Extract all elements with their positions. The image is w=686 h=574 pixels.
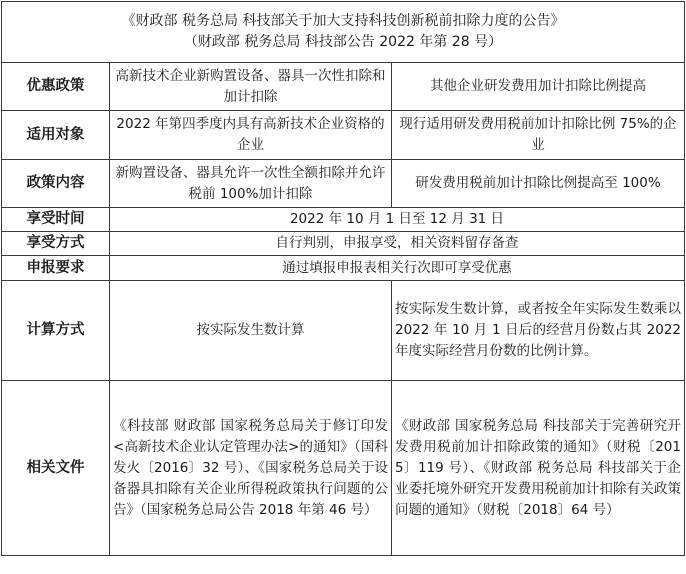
title-row: [2, 2, 685, 63]
target-col2: 现行适用研发费用税前加计扣除比例 75%的企业: [392, 111, 685, 160]
calc-col2: 按实际发生数计算，或者按全年实际发生数乘以 2022 年 10 月 1 日后的经营月份数占其 2022 年度实际经营月份数的比例计算。: [392, 281, 685, 381]
target-row: [2, 111, 685, 160]
method-value: 自行判别，申报享受，相关资料留存备查: [110, 232, 685, 256]
method-row: [2, 232, 685, 256]
method-label: 享受方式: [2, 232, 110, 256]
docs-label: 相关文件: [2, 381, 110, 556]
time-row: [2, 208, 685, 232]
policy-label: 优惠政策: [2, 63, 110, 111]
docs-col2: 《财政部 国家税务总局 科技部关于完善研究开发费用税前加计扣除政策的通知》（财税〔2015〕119 号）、《财政部 税务总局 科技部关于企业委托境外研究开发费用税前加计扣除有关政策问题的通知》（财税〔2018〕64 号）: [392, 381, 685, 556]
title-line-2: （财政部 税务总局 科技部公告 2022 年第 28 号）: [183, 34, 503, 50]
calc-label: 计算方式: [2, 281, 110, 381]
target-col1: 2022 年第四季度内具有高新技术企业资格的企业: [110, 111, 392, 160]
content-row: [2, 160, 685, 208]
report-value: 通过填报申报表相关行次即可享受优惠: [110, 256, 685, 281]
time-label: 享受时间: [2, 208, 110, 232]
content-col2: 研发费用税前加计扣除比例提高至 100%: [392, 160, 685, 208]
target-label: 适用对象: [2, 111, 110, 160]
table-title: [2, 2, 685, 63]
policy-document: [1, 1, 684, 572]
calc-col1: 按实际发生数计算: [110, 281, 392, 381]
policy-table: [1, 1, 685, 556]
calc-row: [2, 281, 685, 381]
content-label: 政策内容: [2, 160, 110, 208]
policy-col1: 高新技术企业新购置设备、器具一次性扣除和加计扣除: [110, 63, 392, 111]
docs-col1: 《科技部 财政部 国家税务总局关于修订印发<高新技术企业认定管理办法>的通知》（国科发火〔2016〕32 号）、《国家税务总局关于设备器具扣除有关企业所得税政策执行问题的公告》（国家税务总局公告 2018 年第 46 号）: [110, 381, 392, 556]
content-col1: 新购置设备、器具允许一次性全额扣除并允许税前 100%加计扣除: [110, 160, 392, 208]
title-line-1: 《财政部 税务总局 科技部关于加大支持科技创新税前扣除力度的公告》: [121, 13, 565, 29]
docs-row: [2, 381, 685, 556]
report-label: 申报要求: [2, 256, 110, 281]
report-row: [2, 256, 685, 281]
policy-col2: 其他企业研发费用加计扣除比例提高: [392, 63, 685, 111]
policy-row: [2, 63, 685, 111]
time-value: 2022 年 10 月 1 日至 12 月 31 日: [110, 208, 685, 232]
